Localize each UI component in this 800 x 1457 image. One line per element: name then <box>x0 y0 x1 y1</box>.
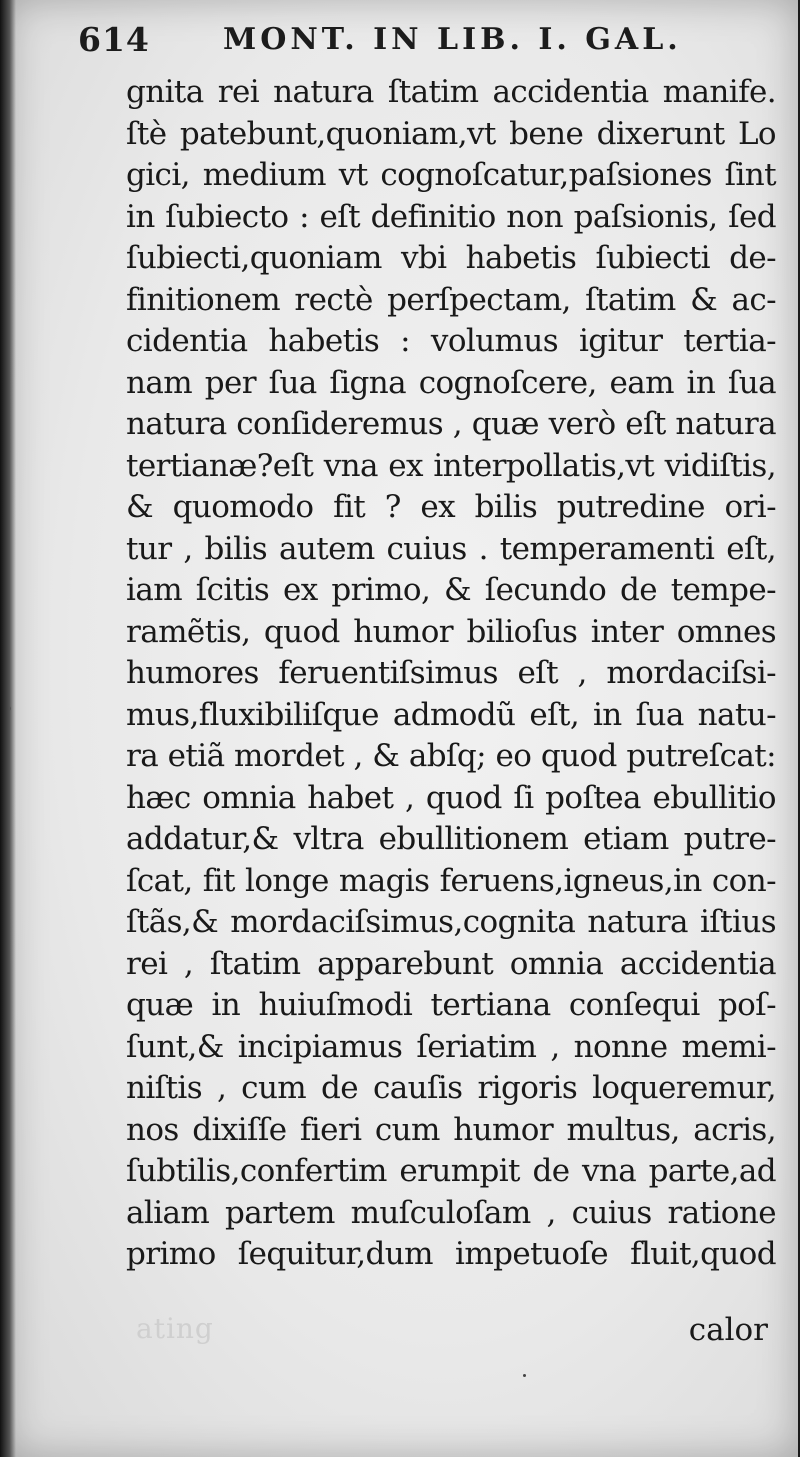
text-line: mus,fluxibiliſque admodũ eſt, in ſua natu- <box>126 696 776 733</box>
body-text <box>126 72 776 1276</box>
text-line: nam per ſua ſigna cognoſcere, eam in ſua <box>126 364 776 401</box>
text-line: ſubiecti,quoniam vbi habetis ſubiecti de- <box>126 240 776 276</box>
catchword: calor <box>688 1312 768 1348</box>
text-line: ra etiã mordet , & abſq; eo quod putreſcat: <box>126 738 776 774</box>
text-line: gici, medium vt cognoſcatur,paſsiones ſint <box>126 157 776 193</box>
text-line: hæc omnia habet , quod ſi poſtea ebullitio <box>126 779 776 816</box>
text-line: ſtè patebunt,quoniam,vt bene dixerunt Lo <box>126 115 776 152</box>
text-line: addatur,& vltra ebullitionem etiam putre- <box>126 821 776 857</box>
text-line: ſcat, fit longe magis feruens,igneus,in con- <box>126 862 776 899</box>
text-line: gnita rei natura ſtatim accidentia manife. <box>126 74 776 110</box>
gutter-shadow <box>0 0 16 1457</box>
ink-speck <box>523 1374 526 1377</box>
text-line: iam ſcitis ex primo, & ſecundo de tempe- <box>126 572 776 608</box>
page-header <box>78 20 778 70</box>
text-line: ſtãs,& mordaciſsimus,cognita natura iſtius <box>126 904 776 940</box>
text-line: tur , bilis autem cuius . temperamenti eſt, <box>126 530 776 567</box>
text-line: in ſubiecto : eſt definitio non paſsionis, ſed <box>126 198 776 235</box>
text-line: ſubtilis,confertim erumpit de vna parte,ad <box>126 1153 776 1189</box>
text-line: quæ in huiuſmodi tertiana conſequi poſ- <box>126 987 776 1023</box>
text-line: aliam partem muſculoſam , cuius ratione <box>126 1194 776 1231</box>
bleed-through-text: ating <box>136 1312 214 1345</box>
text-line: ſunt,& incipiamus ſeriatim , nonne memi- <box>126 1028 776 1065</box>
text-line: finitionem rectè perſpectam, ſtatim & ac- <box>126 281 776 318</box>
text-line: & quomodo fit ? ex bilis putredine ori- <box>126 489 776 525</box>
book-page <box>8 0 798 1457</box>
running-head: MONT. IN LIB. I. GAL. <box>223 22 682 57</box>
page-number: 614 <box>78 20 150 59</box>
text-line: niſtis , cum de cauſis rigoris loqueremur, <box>126 1070 776 1106</box>
text-line: rei , ſtatim apparebunt omnia accidentia <box>126 945 776 982</box>
text-line: tertianæ?eſt vna ex interpollatis,vt vidiſtis, <box>126 447 776 484</box>
text-line: ramẽtis, quod humor bilioſus inter omnes <box>126 613 776 650</box>
text-line: primo ſequitur,dum impetuoſe fluit,quod <box>126 1236 776 1272</box>
text-line: natura conſideremus , quæ verò eſt natura <box>126 406 776 442</box>
text-line: cidentia habetis : volumus igitur tertia- <box>126 323 776 359</box>
text-line: humores feruentiſsimus eſt , mordaciſsi- <box>126 655 776 691</box>
text-line: nos dixiſſe fieri cum humor multus, acris, <box>126 1111 776 1148</box>
